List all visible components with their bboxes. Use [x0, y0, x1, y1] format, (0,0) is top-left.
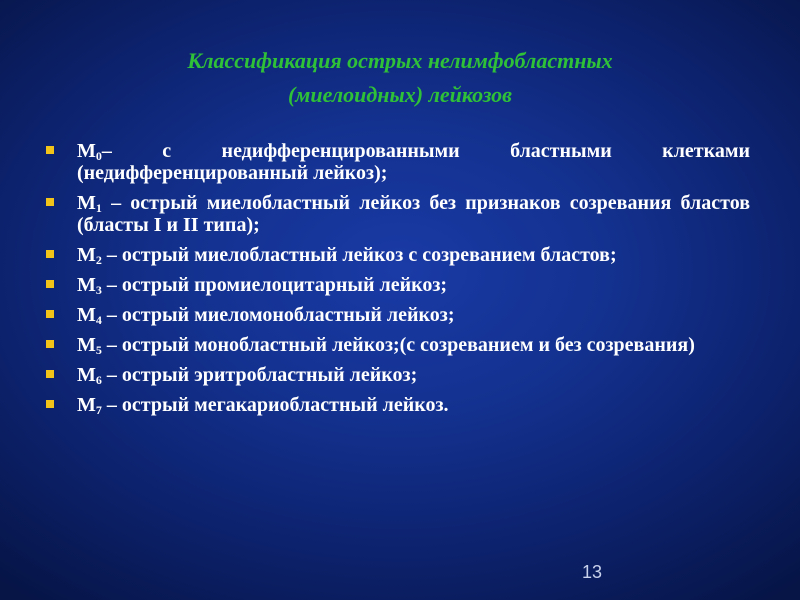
square-bullet-icon — [46, 146, 54, 154]
square-bullet-icon — [46, 370, 54, 378]
bullet-item-m0 — [44, 140, 750, 184]
square-bullet-icon — [46, 198, 54, 206]
bullet-item-m5 — [44, 334, 750, 356]
bullet-code: $M_2$ — [77, 244, 102, 267]
page-number: 13 — [582, 562, 603, 582]
bullet-text: – острый эритробластный лейкоз; — [101, 364, 418, 386]
bullet-text: – острый миелобластный лейкоз с созреванием бластов; — [101, 244, 617, 266]
slide-title — [60, 44, 740, 112]
bullet-text: – острый миеломонобластный лейкоз; — [101, 304, 455, 326]
square-bullet-icon — [46, 400, 54, 408]
bullet-code: $M_0$ — [77, 140, 102, 163]
bullet-code: $M_5$ — [77, 334, 102, 357]
bullet-item-m1 — [44, 192, 750, 236]
bullet-item-m6 — [44, 364, 750, 386]
bullet-code: $M_3$ — [77, 274, 102, 297]
bullet-text: – острый промиелоцитарный лейкоз; — [101, 274, 448, 296]
bullet-item-m7 — [44, 394, 750, 416]
square-bullet-icon — [46, 310, 54, 318]
square-bullet-icon — [46, 280, 54, 288]
bullet-item-m4 — [44, 304, 750, 326]
slide-title-line-2: (миелоидных) лейкозов — [287, 82, 513, 107]
bullet-text: – с недифференцированными бластными клетками (недифференцированный лейкоз); — [77, 140, 750, 184]
square-bullet-icon — [46, 250, 54, 258]
bullet-code: $M_4$ — [77, 304, 102, 327]
slide-title-line-1: Классификация острых нелимфобластных — [187, 48, 613, 73]
bullet-code: $M_1$ — [77, 192, 102, 215]
bullet-item-m2 — [44, 244, 750, 266]
bullet-code: $M_7$ — [77, 394, 102, 417]
bullet-text: – острый миелобластный лейкоз без признаков созревания бластов (бласты I и II типа); — [77, 192, 750, 236]
bullet-text: – острый мегакариобластный лейкоз. — [101, 394, 449, 416]
bullet-item-m3 — [44, 274, 750, 296]
bullet-list — [44, 140, 750, 424]
bullet-text: – острый монобластный лейкоз;(с созреванием и без созревания) — [101, 334, 695, 356]
square-bullet-icon — [46, 340, 54, 348]
bullet-code: $M_6$ — [77, 364, 102, 387]
